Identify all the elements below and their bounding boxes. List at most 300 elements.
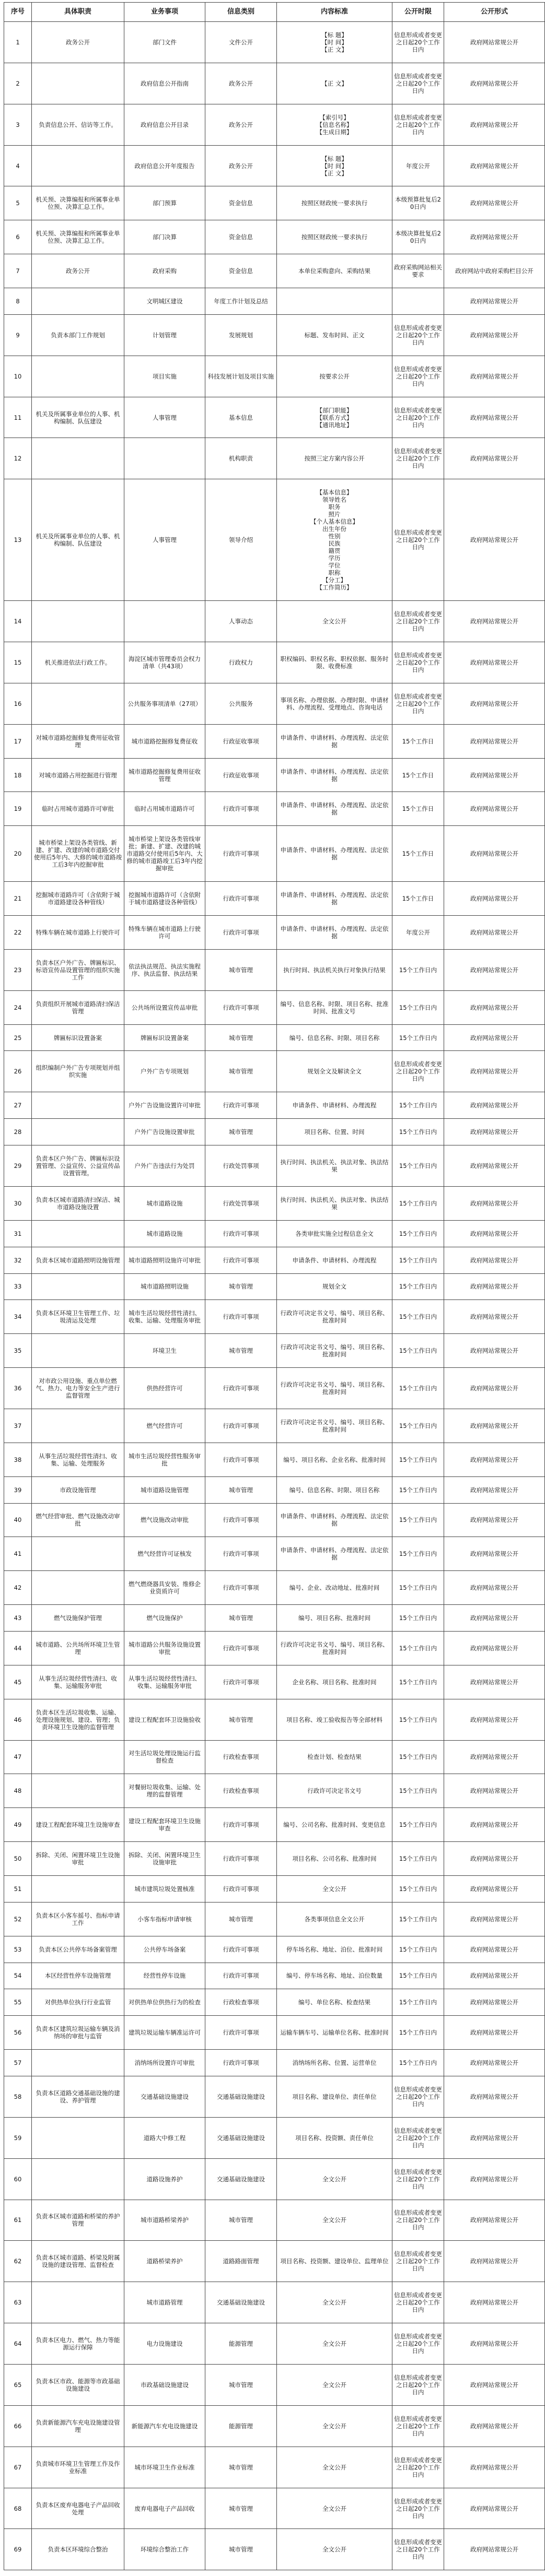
cell-category: 行政许可事项 [205, 1092, 277, 1119]
cell-standard: 全文公开 [277, 2365, 392, 2406]
cell-time-limit: 15个工作日内 [392, 1368, 444, 1409]
cell-standard: 执行时间、执法机关执行对象执行结果 [277, 949, 392, 990]
cell-time-limit: 15个工作日 [392, 724, 444, 758]
cell-time-limit: 信息形成或者变更之日起20个工作日内 [392, 2365, 444, 2406]
cell-no: 46 [4, 1699, 32, 1740]
cell-standard: 全文公开 [277, 2405, 392, 2447]
cell-standard: 申请条件、申请材料、办理流程、法定依据 [277, 724, 392, 758]
cell-form: 政府网站常规公开 [444, 1503, 545, 1537]
header-standard: 内容标准 [277, 3, 392, 22]
cell-standard: 申请条件、申请材料、办理流程、法定依据 [277, 826, 392, 882]
cell-item: 环境综合整治工作 [124, 2529, 205, 2570]
table-row [4, 1571, 545, 1605]
cell-duty: 负责本区道路交通基础设施的建设、养护管理 [32, 2076, 124, 2117]
cell-standard: 申请条件、申请材料、办理流程、法定依据 [277, 792, 392, 826]
cell-form: 政府网站常规公开 [444, 314, 545, 356]
table-row [4, 2488, 545, 2529]
table-row [4, 2282, 545, 2323]
cell-standard: 企业名称、项目名称、批准时间 [277, 1665, 392, 1699]
cell-standard: 编号、信息名称、时限、项目名称、批准时间、批准文号 [277, 990, 392, 1024]
cell-standard: 申请条件、申请材料、办理流程、法定依据 [277, 882, 392, 916]
cell-form: 政府网站常规公开 [444, 1273, 545, 1300]
cell-standard: 标题、发布时间、正文 [277, 314, 392, 356]
cell-duty: 机关预、决算编报和所属事业单位预、决算汇总工作。 [32, 186, 124, 220]
cell-time-limit: 信息形成或者变更之日起20个工作日内 [392, 2405, 444, 2447]
cell-item: 政府采购 [124, 254, 205, 288]
cell-duty: 对供热单位执行行业监管 [32, 1989, 124, 2016]
table-row [4, 2529, 545, 2570]
cell-no: 41 [4, 1537, 32, 1571]
cell-form: 政府网站常规公开 [444, 990, 545, 1024]
cell-standard: 按照区财政统一要求执行 [277, 220, 392, 254]
cell-item: 对供热单位供热行为的检查 [124, 1989, 205, 2016]
cell-no: 68 [4, 2488, 32, 2529]
cell-form: 政府网站常规公开 [444, 1368, 545, 1409]
table-row [4, 1186, 545, 1220]
cell-form: 政府网站常规公开 [444, 1409, 545, 1443]
cell-duty [32, 1334, 124, 1368]
cell-standard: 【标 题】 【时 间】 【正 文】 [277, 145, 392, 186]
cell-no: 23 [4, 949, 32, 990]
cell-no: 5 [4, 186, 32, 220]
cell-no: 59 [4, 2117, 32, 2158]
cell-standard: 全文公开 [277, 2323, 392, 2365]
cell-standard: 项目名称、竣工验收报告等全部材料 [277, 1699, 392, 1740]
cell-no: 62 [4, 2241, 32, 2282]
cell-time-limit: 15个工作日内 [392, 1092, 444, 1119]
table-row [4, 438, 545, 479]
table-row [4, 601, 545, 642]
cell-duty [32, 1119, 124, 1145]
cell-item: 城市道路挖掘修复费用征收管理 [124, 758, 205, 792]
cell-no: 49 [4, 1808, 32, 1842]
table-row [4, 2323, 545, 2365]
cell-standard [277, 288, 392, 315]
cell-duty: 负责本区城市道路照明设施管理 [32, 1247, 124, 1273]
cell-standard: 行政许可决定书文号、编号、项目名称、批准时间 [277, 1300, 392, 1334]
cell-item [124, 438, 205, 479]
cell-item: 政府信息公开指南 [124, 63, 205, 104]
cell-time-limit: 15个工作日 [392, 826, 444, 882]
cell-form: 政府网站常规公开 [444, 2076, 545, 2117]
table-row [4, 1699, 545, 1740]
cell-form: 政府网站常规公开 [444, 1145, 545, 1187]
cell-duty: 负责本区生活垃圾收集、运输、处理设施规划、建设、管理；负责环境卫生设施的监督管理 [32, 1699, 124, 1740]
cell-duty: 负责组织开展城市道路清扫保洁管理 [32, 990, 124, 1024]
cell-no: 18 [4, 758, 32, 792]
cell-form: 政府网站中政府采购栏目公开 [444, 254, 545, 288]
cell-category: 基本信息 [205, 397, 277, 438]
cell-category: 交通基础设施建设 [205, 2117, 277, 2158]
cell-duty: 负责本区小客车摇号、指标申请工作 [32, 1902, 124, 1936]
cell-category: 人事动态 [205, 601, 277, 642]
cell-item: 城市桥梁上架设各类管线审批；新建、扩建、改建的城市道路交付使用后5年内、大修的城市道路竣工后3年内挖掘审批 [124, 826, 205, 882]
cell-item [124, 601, 205, 642]
cell-form: 政府网站常规公开 [444, 1665, 545, 1699]
cell-standard: 【基本信息】 领导姓名 职务 照片 【个人基本信息】 出生年份 性别 民族 籍贯 学历 学位 职称 【分工】 【工作简历】 [277, 479, 392, 601]
cell-standard: 编号、信息名称、时限、项目名称 [277, 1024, 392, 1051]
cell-form: 政府网站常规公开 [444, 826, 545, 882]
table-row [4, 1605, 545, 1632]
cell-form: 政府网站常规公开 [444, 642, 545, 683]
cell-time-limit: 信息形成或者变更之日起20个工作日内 [392, 63, 444, 104]
cell-category: 城市管理 [205, 2529, 277, 2570]
cell-category: 城市管理 [205, 2365, 277, 2406]
cell-no: 13 [4, 479, 32, 601]
cell-time-limit: 年度公开 [392, 145, 444, 186]
cell-no: 7 [4, 254, 32, 288]
cell-time-limit: 15个工作日内 [392, 1186, 444, 1220]
cell-time-limit: 信息形成或者变更之日起20个工作日内 [392, 479, 444, 601]
cell-form: 政府网站常规公开 [444, 1631, 545, 1665]
cell-time-limit: 信息形成或者变更之日起20个工作日内 [392, 2200, 444, 2241]
cell-form: 政府网站常规公开 [444, 1186, 545, 1220]
cell-standard: 全文公开 [277, 2282, 392, 2323]
cell-standard: 全文公开 [277, 2158, 392, 2200]
cell-duty: 燃气设施保护管理 [32, 1605, 124, 1632]
cell-standard: 规划全文 [277, 1273, 392, 1300]
cell-form: 政府网站常规公开 [444, 1902, 545, 1936]
table-row [4, 724, 545, 758]
cell-time-limit: 信息形成或者变更之日起20个工作日内 [392, 2282, 444, 2323]
cell-standard: 全文公开 [277, 2200, 392, 2241]
cell-duty [32, 2158, 124, 2200]
cell-standard: 项目名称、投资额、建设单位、监理单位 [277, 2241, 392, 2282]
cell-category: 政务公开 [205, 63, 277, 104]
cell-duty: 本区经营性停车设施管理 [32, 1963, 124, 1989]
table-row [4, 220, 545, 254]
cell-time-limit: 15个工作日内 [392, 1989, 444, 2016]
cell-category: 行政许可事项 [205, 1963, 277, 1989]
cell-standard: 行政许可决定书文号、编号、项目名称、批准时间 [277, 1409, 392, 1443]
cell-item: 建筑垃圾运输车辆准运许可 [124, 2016, 205, 2050]
header-duty: 具体职责 [32, 3, 124, 22]
cell-category: 行政许可事项 [205, 2050, 277, 2076]
cell-category: 科技发展计划及项目实施 [205, 356, 277, 397]
table-row [4, 1024, 545, 1051]
cell-no: 36 [4, 1368, 32, 1409]
cell-duty: 对市政公用设施、重点单位燃气、热力、电力等安全生产进行监督管理 [32, 1368, 124, 1409]
cell-duty [32, 63, 124, 104]
cell-duty [32, 2050, 124, 2076]
cell-time-limit: 15个工作日内 [392, 1537, 444, 1571]
cell-duty: 负责本区废弃电器电子产品回收处理 [32, 2488, 124, 2529]
table-row [4, 1842, 545, 1876]
cell-duty [32, 2117, 124, 2158]
cell-form: 政府网站常规公开 [444, 479, 545, 601]
cell-item: 对生活垃圾处理设施运行监督检查 [124, 1740, 205, 1774]
cell-standard: 行政许可决定书文号、编号、项目名称、批准时间 [277, 1334, 392, 1368]
table-body [4, 22, 545, 2570]
cell-time-limit: 信息形成或者变更之日起20个工作日内 [392, 104, 444, 145]
cell-duty: 临时占用城市道路许可审批 [32, 792, 124, 826]
cell-category: 行政许可事项 [205, 916, 277, 950]
cell-duty: 负责本区城市道路和桥梁的养护管理 [32, 2200, 124, 2241]
cell-time-limit: 信息形成或者变更之日起20个工作日内 [392, 22, 444, 63]
cell-form: 政府网站常规公开 [444, 1571, 545, 1605]
cell-category: 行政许可事项 [205, 1631, 277, 1665]
cell-category: 城市管理 [205, 1699, 277, 1740]
cell-form: 政府网站常规公开 [444, 2016, 545, 2050]
cell-no: 4 [4, 145, 32, 186]
cell-category: 行政许可事项 [205, 1300, 277, 1334]
cell-duty [32, 2282, 124, 2323]
cell-category: 行政许可事项 [205, 1409, 277, 1443]
cell-item: 计划管理 [124, 314, 205, 356]
cell-no: 65 [4, 2365, 32, 2406]
table-row [4, 1334, 545, 1368]
table-row [4, 2447, 545, 2488]
table-row [4, 2405, 545, 2447]
cell-item: 道路桥梁养护 [124, 2241, 205, 2282]
cell-duty: 燃气经营审批、燃气设施改动审批 [32, 1503, 124, 1537]
cell-standard: 编号、单位名称、检查结果 [277, 1989, 392, 2016]
cell-standard: 【正 文】 [277, 63, 392, 104]
cell-time-limit: 15个工作日内 [392, 1936, 444, 1963]
table-row [4, 1774, 545, 1808]
cell-standard: 项目名称、投资额、责任单位 [277, 2117, 392, 2158]
cell-no: 48 [4, 1774, 32, 1808]
cell-category: 城市管理 [205, 1605, 277, 1632]
cell-standard: 各类事项信息全文公开 [277, 1902, 392, 1936]
cell-item: 人事管理 [124, 397, 205, 438]
cell-form: 政府网站常规公开 [444, 288, 545, 315]
cell-time-limit: 信息形成或者变更之日起20个工作日内 [392, 2076, 444, 2117]
cell-no: 61 [4, 2200, 32, 2241]
cell-no: 29 [4, 1145, 32, 1187]
cell-time-limit: 15个工作日内 [392, 2016, 444, 2050]
cell-category: 城市管理 [205, 1273, 277, 1300]
cell-no: 60 [4, 2158, 32, 2200]
cell-no: 15 [4, 642, 32, 683]
cell-time-limit: 信息形成或者变更之日起20个工作日内 [392, 397, 444, 438]
cell-standard: 项目名称、位置、时间 [277, 1119, 392, 1145]
cell-no: 63 [4, 2282, 32, 2323]
table-row [4, 1145, 545, 1187]
cell-category: 行政许可事项 [205, 1808, 277, 1842]
cell-no: 8 [4, 288, 32, 315]
cell-category: 行政权力 [205, 642, 277, 683]
cell-item: 依法执法规范、执法实施程序、执法监督、执法结果 [124, 949, 205, 990]
cell-time-limit: 15个工作日内 [392, 1605, 444, 1632]
cell-no: 9 [4, 314, 32, 356]
cell-form: 政府网站常规公开 [444, 949, 545, 990]
cell-category: 行政许可事项 [205, 2016, 277, 2050]
cell-item: 户外广告违法行为处罚 [124, 1145, 205, 1187]
cell-time-limit: 信息形成或者变更之日起20个工作日内 [392, 2241, 444, 2282]
cell-category: 交通基础设施建设 [205, 2158, 277, 2200]
cell-category: 能源管理 [205, 2405, 277, 2447]
cell-no: 27 [4, 1092, 32, 1119]
cell-category: 公共服务 [205, 683, 277, 724]
cell-form: 政府网站常规公开 [444, 2323, 545, 2365]
cell-item: 建设工程配套环境卫生设施审查 [124, 1808, 205, 1842]
cell-item: 公共停车场备案 [124, 1936, 205, 1963]
disclosure-table [4, 2, 545, 2570]
cell-form: 政府网站常规公开 [444, 1875, 545, 1902]
cell-form: 政府网站常规公开 [444, 145, 545, 186]
table-row [4, 397, 545, 438]
header-form: 公开形式 [444, 3, 545, 22]
cell-standard: 编号、企业、改动地址、批准时间 [277, 1571, 392, 1605]
cell-form: 政府网站常规公开 [444, 2158, 545, 2200]
table-row [4, 1409, 545, 1443]
header-category: 信息类别 [205, 3, 277, 22]
cell-standard: 申请条件、申请材料、办理流程 [277, 1247, 392, 1273]
cell-duty: 负责本部门工作规划 [32, 314, 124, 356]
cell-category: 领导介绍 [205, 479, 277, 601]
cell-duty: 拆除、关闭、闲置环境卫生设施审批 [32, 1842, 124, 1876]
cell-item: 城市生活垃圾经营性清扫、收集、运输、处理服务审批 [124, 1300, 205, 1334]
cell-duty: 负责本区公共停车场备案管理 [32, 1936, 124, 1963]
cell-item: 户外广告设施设置审批 [124, 1119, 205, 1145]
cell-time-limit: 信息形成或者变更之日起20个工作日内 [392, 1051, 444, 1092]
cell-duty: 负责城市环境卫生管理工作及作业标准 [32, 2447, 124, 2488]
table-row [4, 63, 545, 104]
table-row [4, 1740, 545, 1774]
cell-standard: 申请条件、申请材料、办理流程、法定依据 [277, 1503, 392, 1537]
table-row [4, 1503, 545, 1537]
cell-time-limit: 15个工作日内 [392, 1631, 444, 1665]
cell-no: 55 [4, 1989, 32, 2016]
table-row [4, 145, 545, 186]
cell-form: 政府网站常规公开 [444, 1300, 545, 1334]
cell-time-limit: 15个工作日内 [392, 1247, 444, 1273]
cell-no: 20 [4, 826, 32, 882]
cell-standard: 项目名称、公司名称、批准时间 [277, 1842, 392, 1876]
cell-no: 6 [4, 220, 32, 254]
table-row [4, 254, 545, 288]
cell-duty: 市政设施管理 [32, 1476, 124, 1503]
cell-form: 政府网站常规公开 [444, 1963, 545, 1989]
cell-item: 燃气经营许可证核发 [124, 1537, 205, 1571]
table-row [4, 683, 545, 724]
cell-duty [32, 683, 124, 724]
header-item: 业务事项 [124, 3, 205, 22]
cell-no: 56 [4, 2016, 32, 2050]
cell-no: 45 [4, 1665, 32, 1699]
cell-item: 从事生活垃圾经营性清扫、收集、运输服务审批 [124, 1665, 205, 1699]
table-row [4, 1875, 545, 1902]
cell-no: 32 [4, 1247, 32, 1273]
cell-duty: 城市桥梁上架设各类管线、新建、扩建、改建的城市道路交付使用后5年内、大修的城市道路竣工后3年内挖掘审批 [32, 826, 124, 882]
cell-duty [32, 145, 124, 186]
cell-duty: 负责信息公开、信访等工作。 [32, 104, 124, 145]
cell-duty [32, 1273, 124, 1300]
cell-standard: 运输车辆车号、运输单位名称、批准时间 [277, 2016, 392, 2050]
cell-form: 政府网站常规公开 [444, 683, 545, 724]
cell-time-limit: 本级预算批复后20日内 [392, 186, 444, 220]
cell-form: 政府网站常规公开 [444, 1092, 545, 1119]
cell-item: 燃气燃烧器具安装、维修企业资质许可 [124, 1571, 205, 1605]
cell-no: 25 [4, 1024, 32, 1051]
table-row [4, 1902, 545, 1936]
cell-no: 10 [4, 356, 32, 397]
table-row [4, 1476, 545, 1503]
cell-no: 39 [4, 1476, 32, 1503]
cell-form: 政府网站常规公开 [444, 1247, 545, 1273]
cell-form: 政府网站常规公开 [444, 1220, 545, 1247]
cell-standard: 编号、信息名称、时限、项目名称 [277, 1476, 392, 1503]
cell-no: 52 [4, 1902, 32, 1936]
cell-item: 公共场所设置宣传品审批 [124, 990, 205, 1024]
cell-category: 资金信息 [205, 186, 277, 220]
cell-no: 26 [4, 1051, 32, 1092]
cell-duty [32, 1875, 124, 1902]
cell-standard: 职权编码、职权名称、职权依据、服务时限、收费标准 [277, 642, 392, 683]
cell-form: 政府网站常规公开 [444, 1334, 545, 1368]
cell-time-limit: 信息形成或者变更之日起20个工作日内 [392, 356, 444, 397]
table-row [4, 1273, 545, 1300]
cell-no: 44 [4, 1631, 32, 1665]
cell-standard: 检查计划、检查结果 [277, 1740, 392, 1774]
cell-form: 政府网站常规公开 [444, 2241, 545, 2282]
cell-no: 47 [4, 1740, 32, 1774]
cell-no: 43 [4, 1605, 32, 1632]
cell-time-limit: 15个工作日内 [392, 1842, 444, 1876]
cell-item: 公共服务事项清单（27项） [124, 683, 205, 724]
table-row [4, 2117, 545, 2158]
cell-item: 城市建筑垃圾处置核准 [124, 1875, 205, 1902]
cell-item: 经营性停车设施 [124, 1963, 205, 1989]
cell-standard: 项目名称、建设单位、责任单位 [277, 2076, 392, 2117]
cell-category: 交通基础设施建设 [205, 2282, 277, 2323]
cell-form: 政府网站常规公开 [444, 1051, 545, 1092]
cell-time-limit: 15个工作日内 [392, 1571, 444, 1605]
cell-time-limit: 信息形成或者变更之日起20个工作日内 [392, 642, 444, 683]
header-no: 序号 [4, 3, 32, 22]
cell-time-limit: 15个工作日内 [392, 1665, 444, 1699]
cell-time-limit: 信息形成或者变更之日起20个工作日内 [392, 2447, 444, 2488]
cell-category: 城市管理 [205, 2200, 277, 2241]
cell-category: 行政许可事项 [205, 826, 277, 882]
cell-time-limit: 信息形成或者变更之日起20个工作日内 [392, 2488, 444, 2529]
cell-duty [32, 1740, 124, 1774]
table-row [4, 2200, 545, 2241]
cell-item: 城市道路设施 [124, 1186, 205, 1220]
cell-item: 道路设施养护 [124, 2158, 205, 2200]
table-row [4, 2050, 545, 2076]
cell-standard: 行政许可决定书文号 [277, 1774, 392, 1808]
cell-form: 政府网站常规公开 [444, 2405, 545, 2447]
cell-no: 31 [4, 1220, 32, 1247]
cell-duty: 机关预、决算编报和所属事业单位预、决算汇总工作。 [32, 220, 124, 254]
cell-item: 环境卫生 [124, 1334, 205, 1368]
cell-category: 年度工作计划及总结 [205, 288, 277, 315]
cell-category: 行政许可事项 [205, 1503, 277, 1537]
cell-category: 政务公开 [205, 145, 277, 186]
cell-time-limit: 15个工作日内 [392, 1145, 444, 1187]
cell-standard: 事项名称、办理依据、办理时限、申请材料、办理流程、受理地点、咨询电话 [277, 683, 392, 724]
cell-duty: 负责本区市政、能源等市政基础设施建设 [32, 2365, 124, 2406]
cell-duty: 对城市道路占用挖掘进行管理 [32, 758, 124, 792]
cell-form: 政府网站常规公开 [444, 104, 545, 145]
cell-category: 城市管理 [205, 1902, 277, 1936]
cell-form: 政府网站常规公开 [444, 1936, 545, 1963]
cell-duty: 负责本区城市道路、桥梁及附属设施的建设管理、监督检查 [32, 2241, 124, 2282]
cell-standard: 编号、停车场名称、地址、泊位数量 [277, 1963, 392, 1989]
cell-category: 城市管理 [205, 1334, 277, 1368]
table-row [4, 288, 545, 315]
cell-duty: 负责本区建筑垃圾运输车辆及消纳场的审批与监管 [32, 2016, 124, 2050]
cell-no: 51 [4, 1875, 32, 1902]
table-row [4, 356, 545, 397]
cell-no: 22 [4, 916, 32, 950]
cell-category: 城市管理 [205, 949, 277, 990]
table-row [4, 1300, 545, 1334]
cell-no: 2 [4, 63, 32, 104]
cell-standard: 编号、项目名称、批准时间 [277, 1605, 392, 1632]
